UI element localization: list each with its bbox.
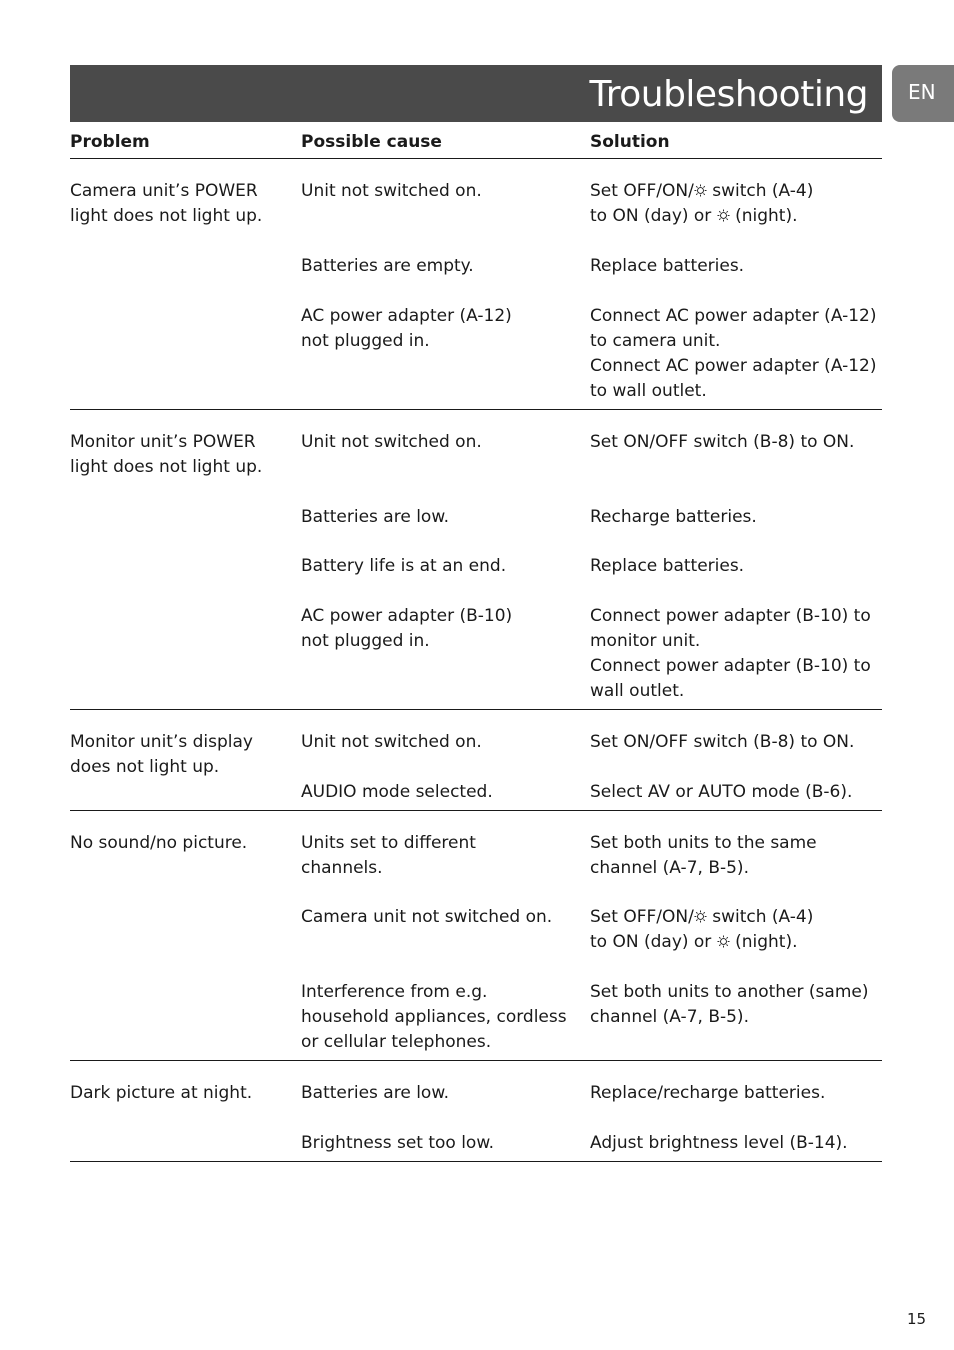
cause-cell: AC power adapter (A-12) not plugged in. bbox=[301, 306, 512, 351]
cause-cell: Batteries are low. bbox=[301, 507, 450, 527]
problem-cell: Dark picture at night. bbox=[70, 1083, 253, 1103]
cause-cell: AC power adapter (B-10) not plugged in. bbox=[301, 606, 513, 651]
problem-cell: Monitor unit’s POWER light does not light up. bbox=[70, 432, 263, 477]
column-header-cause: Possible cause bbox=[301, 132, 442, 152]
sun-night-icon bbox=[717, 209, 730, 222]
solution-cell: Set ON/OFF switch (B-8) to ON. bbox=[590, 732, 855, 752]
table-header bbox=[70, 130, 882, 159]
table-group-monitor-power bbox=[70, 410, 882, 710]
solution-cell: Select AV or AUTO mode (B-6). bbox=[590, 782, 853, 802]
troubleshooting-table bbox=[70, 130, 882, 1162]
cause-cell: Camera unit not switched on. bbox=[301, 907, 553, 927]
cause-cell: Interference from e.g. household appliances, cordless or cellular telephones. bbox=[301, 982, 567, 1052]
solution-cell: Replace batteries. bbox=[590, 556, 745, 576]
table-group-monitor-display bbox=[70, 710, 882, 811]
table-group-dark-picture bbox=[70, 1061, 882, 1162]
cause-cell: Unit not switched on. bbox=[301, 432, 482, 452]
page-number: 15 bbox=[907, 1310, 927, 1328]
cause-cell: Batteries are empty. bbox=[301, 256, 474, 276]
cause-cell: Battery life is at an end. bbox=[301, 556, 507, 576]
language-label: EN bbox=[908, 80, 936, 104]
solution-cell: Replace/recharge batteries. bbox=[590, 1083, 826, 1103]
cause-cell: Brightness set too low. bbox=[301, 1133, 495, 1153]
solution-cell: Set both units to the same channel (A-7, B-5). bbox=[590, 833, 817, 878]
sun-night-icon bbox=[694, 910, 707, 923]
problem-cell: Camera unit’s POWER light does not light up. bbox=[70, 181, 263, 226]
title-bar bbox=[70, 65, 882, 122]
cause-cell: Units set to different channels. bbox=[301, 833, 476, 878]
solution-cell: Set both units to another (same) channel (A-7, B-5). bbox=[590, 982, 869, 1027]
table-group-camera-power bbox=[70, 159, 882, 410]
solution-cell: Set ON/OFF switch (B-8) to ON. bbox=[590, 432, 855, 452]
problem-cell: Monitor unit’s display does not light up. bbox=[70, 732, 253, 777]
solution-cell: Connect power adapter (B-10) to monitor unit. Connect power adapter (B-10) to wall outlet. bbox=[590, 606, 871, 701]
solution-cell: Set OFF/ON/ switch (A-4) to ON (day) or (night). bbox=[590, 907, 814, 952]
cause-cell: Batteries are low. bbox=[301, 1083, 450, 1103]
cause-cell: Unit not switched on. bbox=[301, 181, 482, 201]
column-header-problem: Problem bbox=[70, 132, 150, 152]
sun-night-icon bbox=[694, 184, 707, 197]
cause-cell: AUDIO mode selected. bbox=[301, 782, 493, 802]
cause-cell: Unit not switched on. bbox=[301, 732, 482, 752]
language-tab bbox=[892, 65, 954, 122]
table-group-no-sound bbox=[70, 811, 882, 1061]
sun-night-icon bbox=[717, 935, 730, 948]
problem-cell: No sound/no picture. bbox=[70, 833, 248, 853]
solution-cell: Recharge batteries. bbox=[590, 507, 757, 527]
solution-cell: Connect AC power adapter (A-12) to camera unit. Connect AC power adapter (A-12) to wall outlet. bbox=[590, 306, 877, 401]
solution-cell: Adjust brightness level (B-14). bbox=[590, 1133, 848, 1153]
column-header-solution: Solution bbox=[590, 132, 670, 152]
solution-cell: Replace batteries. bbox=[590, 256, 745, 276]
solution-cell: Set OFF/ON/ switch (A-4) to ON (day) or (night). bbox=[590, 181, 814, 226]
page-title: Troubleshooting bbox=[589, 74, 868, 115]
